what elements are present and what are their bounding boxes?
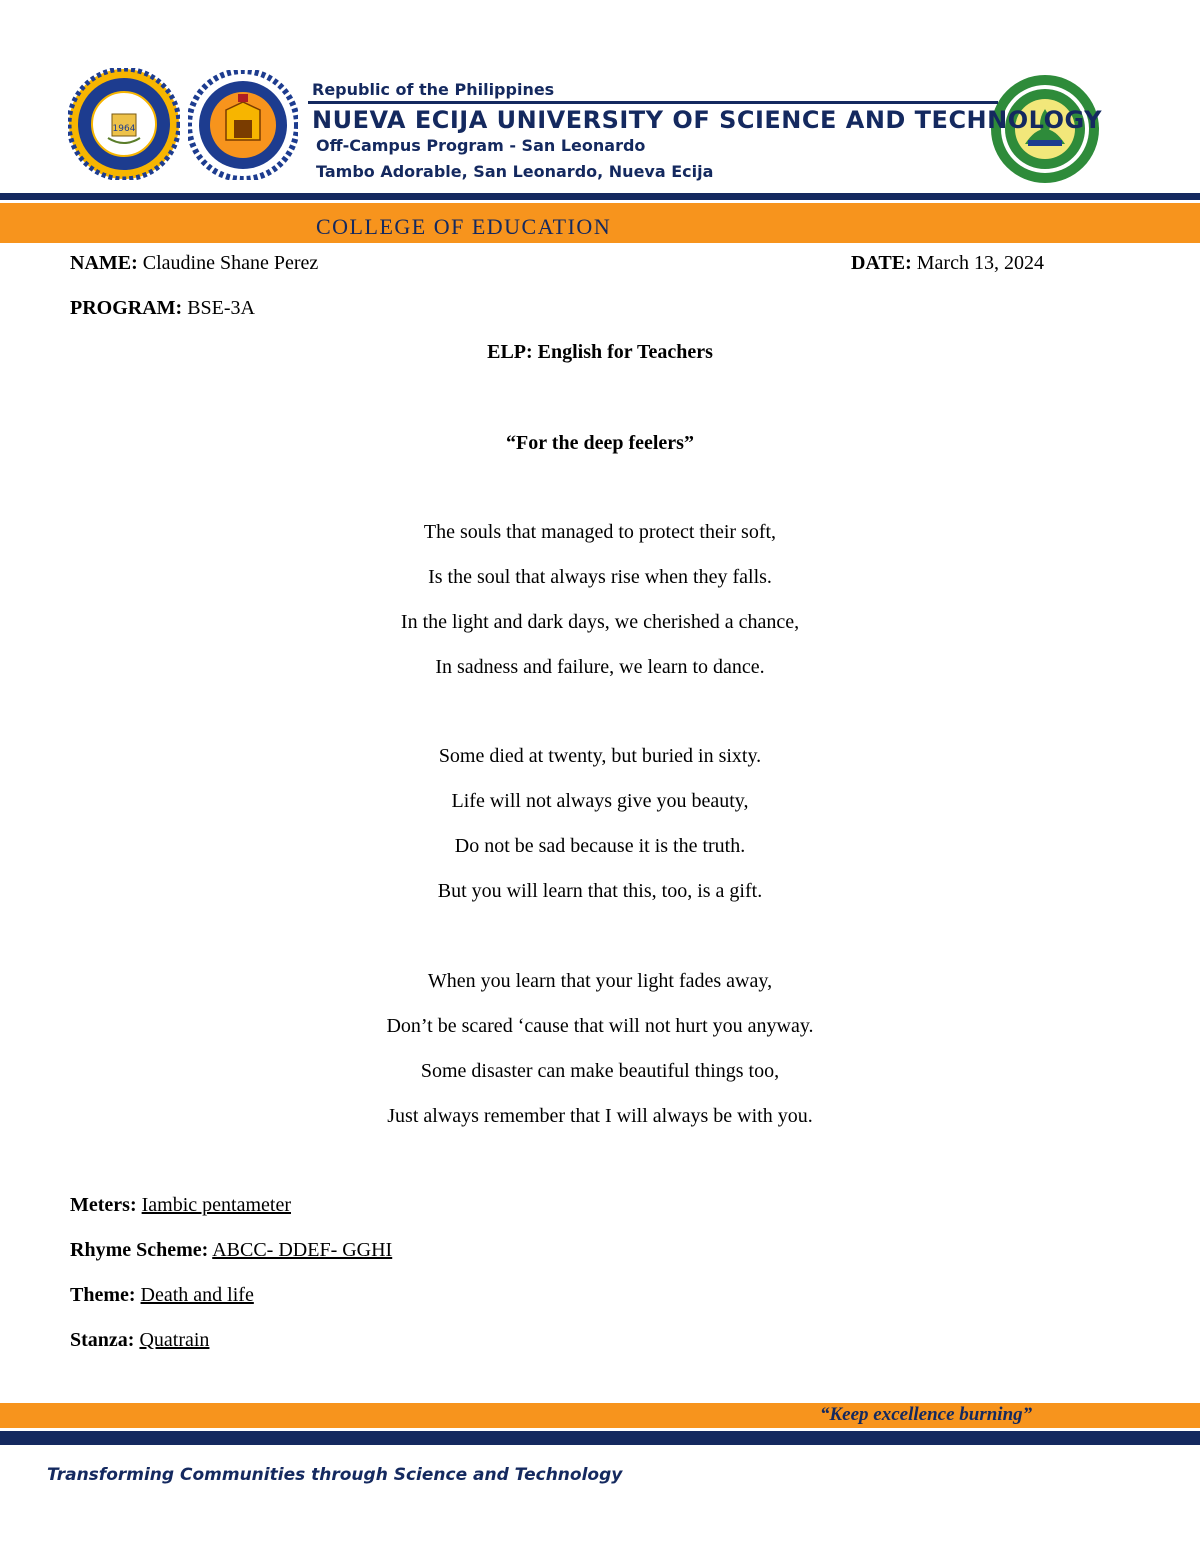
poem-line: Don’t be scared ‘cause that will not hurt you anyway. bbox=[386, 1015, 814, 1037]
footer-motto: “Keep excellence burning” bbox=[820, 1404, 1033, 1425]
campus-program: Off-Campus Program - San Leonardo bbox=[316, 136, 646, 155]
poem-line: Just always remember that I will always be with you. bbox=[387, 1105, 813, 1127]
theme-value: Death and life bbox=[140, 1284, 254, 1306]
footer-tagline: Transforming Communities through Science and Technology bbox=[47, 1465, 623, 1485]
name-field bbox=[70, 252, 318, 275]
stanza-value: Quatrain bbox=[139, 1329, 210, 1351]
course-title: ELP: English for Teachers bbox=[487, 341, 713, 363]
meters-label: Meters: bbox=[70, 1194, 137, 1216]
poem-line: The souls that managed to protect their soft, bbox=[423, 521, 777, 543]
poem-line: Some died at twenty, but buried in sixty. bbox=[438, 745, 762, 767]
date-label: DATE: bbox=[851, 252, 912, 274]
poem-line: But you will learn that this, too, is a gift. bbox=[437, 880, 763, 902]
republic-text: Republic of the Philippines bbox=[312, 80, 555, 99]
poem-line: Is the soul that always rise when they falls. bbox=[428, 566, 772, 588]
poem-line: Do not be sad because it is the truth. bbox=[454, 835, 746, 857]
seal-year: 1964 bbox=[112, 124, 136, 134]
footer-navy-band bbox=[0, 1431, 1200, 1445]
rhyme-scheme-value: ABCC- DDEF- GGHI bbox=[212, 1239, 393, 1261]
university-name: NUEVA ECIJA UNIVERSITY OF SCIENCE AND TECHNOLOGY bbox=[312, 106, 1103, 134]
header-navy-band bbox=[0, 193, 1200, 200]
theme-label: Theme: bbox=[70, 1284, 136, 1306]
rhyme-scheme-field bbox=[70, 1239, 392, 1262]
program-value: BSE-3A bbox=[187, 297, 255, 319]
poem-line: In sadness and failure, we learn to dance. bbox=[435, 656, 765, 678]
stanza-label: Stanza: bbox=[70, 1329, 135, 1351]
stanza-field bbox=[70, 1329, 209, 1352]
college-of-education-seal bbox=[68, 68, 180, 180]
date-value: March 13, 2024 bbox=[916, 252, 1044, 274]
program-field bbox=[70, 297, 255, 320]
theme-field bbox=[70, 1284, 254, 1307]
program-label: PROGRAM: bbox=[70, 297, 183, 319]
header-rule bbox=[308, 101, 998, 104]
poem-line: Some disaster can make beautiful things too, bbox=[420, 1060, 780, 1082]
rhyme-scheme-label: Rhyme Scheme: bbox=[70, 1239, 209, 1261]
name-value: Claudine Shane Perez bbox=[142, 252, 319, 274]
poem-line: Life will not always give you beauty, bbox=[451, 790, 749, 812]
campus-address: Tambo Adorable, San Leonardo, Nueva Ecija bbox=[316, 162, 714, 181]
date-field bbox=[851, 252, 1044, 275]
poem-line: When you learn that your light fades away, bbox=[427, 970, 773, 992]
meters-field bbox=[70, 1194, 291, 1217]
poem-title: “For the deep feelers” bbox=[506, 432, 694, 454]
name-label: NAME: bbox=[70, 252, 138, 274]
meters-value: Iambic pentameter bbox=[141, 1194, 291, 1216]
poem-line: In the light and dark days, we cherished a chance, bbox=[400, 611, 800, 633]
college-title: COLLEGE OF EDUCATION bbox=[316, 214, 612, 239]
neust-seal bbox=[188, 70, 298, 180]
